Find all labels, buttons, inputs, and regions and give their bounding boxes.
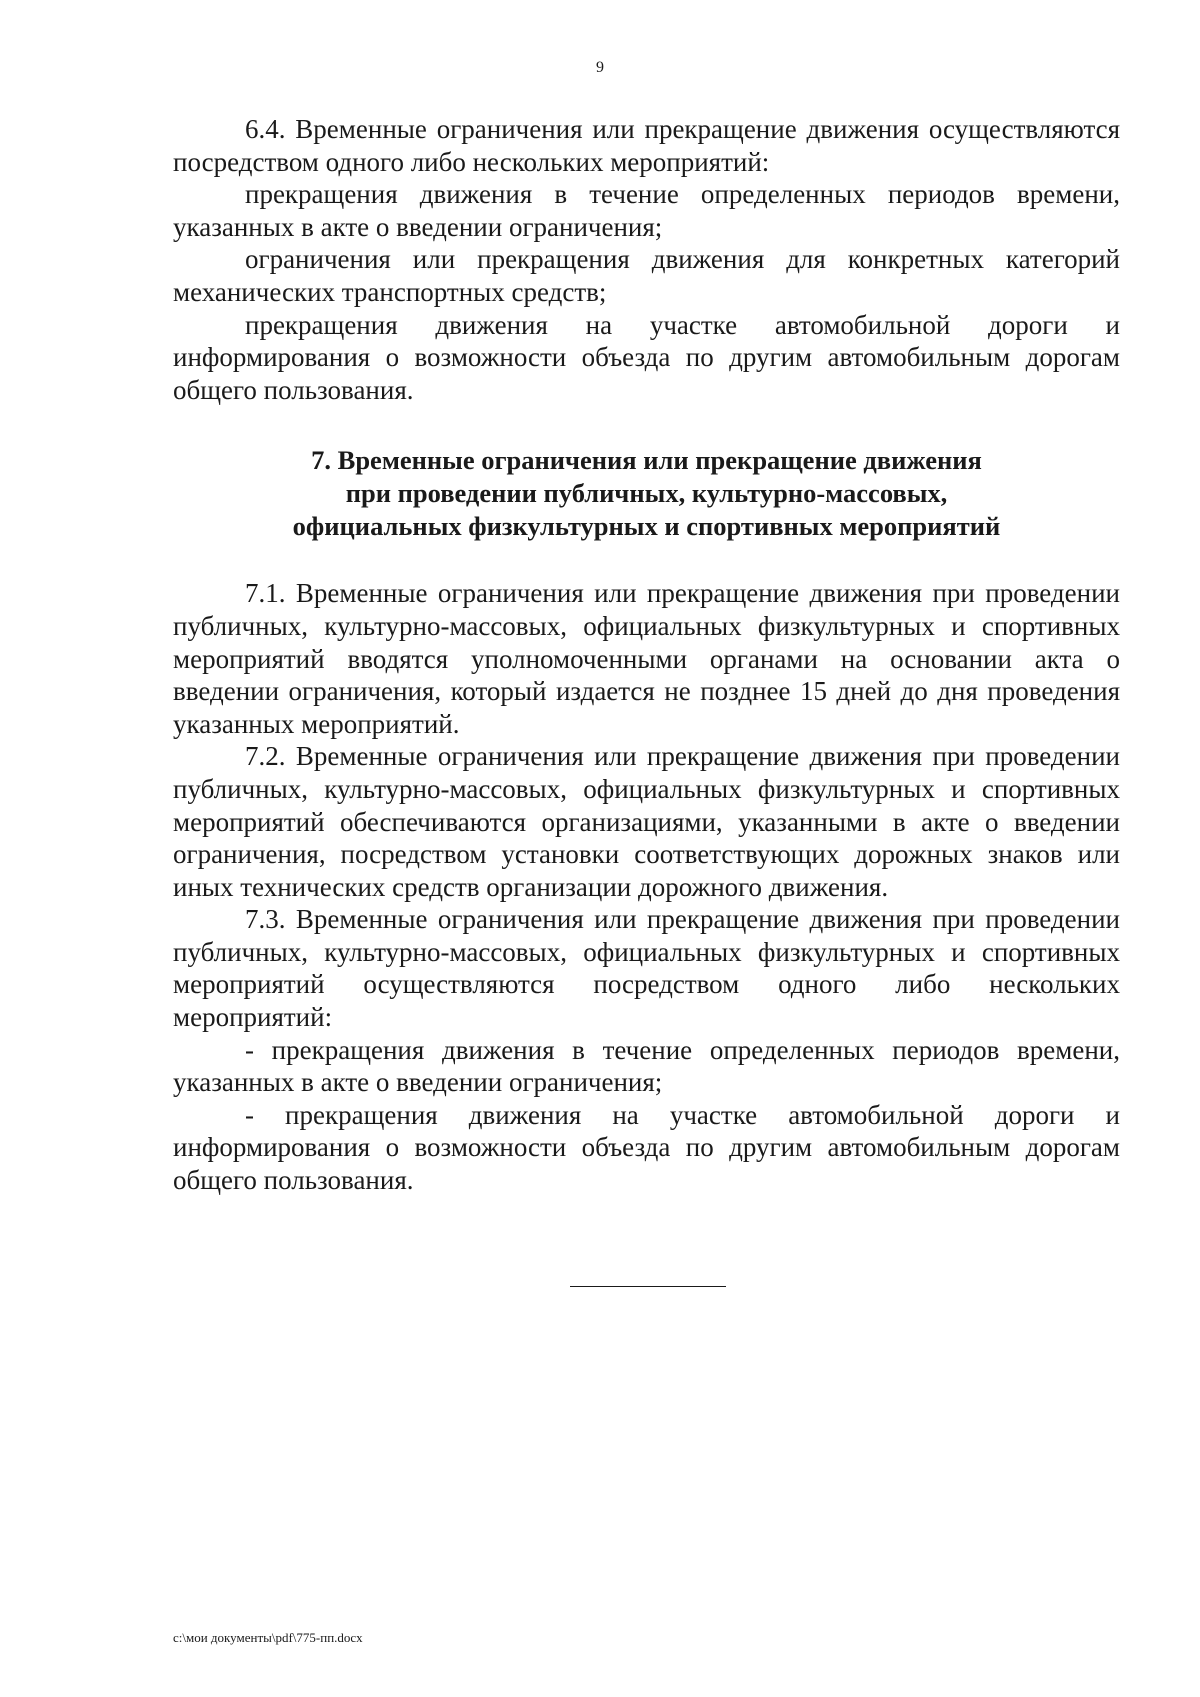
list-item-stop-traffic-periods: - прекращения движения в течение определенных периодов времени, указанных в акте о введении ограничения; xyxy=(173,1034,1120,1098)
page-number: 9 xyxy=(596,59,604,76)
document-body xyxy=(173,113,1120,1197)
paragraph-7-2: 7.2. Временные ограничения или прекращение движения при проведении публичных, культурно-массовых, официальных физкультурных и спортивных мероприятий обеспечиваются организациями, указанными в акте о введении ограничения, посредством установки соответствующих дорожных знаков или иных технических средств организации дорожного движения. xyxy=(173,741,1120,902)
list-item-detour-info: прекращения движения на участке автомобильной дороги и информирования о возможности объезда по другим автомобильным дорогам общего пользования. xyxy=(173,309,1120,405)
list-item-stop-traffic-periods: прекращения движения в течение определенных периодов времени, указанных в акте о введении ограничения; xyxy=(173,179,1120,242)
list-item-vehicle-categories: ограничения или прекращения движения для конкретных категорий механических транспортных средств; xyxy=(173,244,1120,307)
paragraph-7-3: 7.3. Временные ограничения или прекращение движения при проведении публичных, культурно-массовых, официальных физкультурных и спортивных мероприятий осуществляются посредством одного либо нескольких мероприятий: xyxy=(173,904,1120,1033)
list-item-detour-info: - прекращения движения на участке автомобильной дороги и информирования о возможности объезда по другим автомобильным дорогам общего пользования. xyxy=(173,1099,1120,1196)
heading-line: 7. Временные ограничения или прекращение движения xyxy=(311,445,982,476)
end-separator-line xyxy=(570,1286,726,1287)
section-7-heading xyxy=(173,444,1120,543)
heading-line: при проведении публичных, культурно-массовых, xyxy=(345,478,948,509)
paragraph-7-1: 7.1. Временные ограничения или прекращение движения при проведении публичных, культурно-массовых, официальных физкультурных и спортивных мероприятий вводятся уполномоченными органами на основании акта о введении ограничения, который издается не позднее 15 дней до дня проведения указанных мероприятий. xyxy=(173,578,1120,739)
heading-line: официальных физкультурных и спортивных мероприятий xyxy=(292,511,1001,542)
footer-file-path: c:\мои документы\pdf\775-пп.docx xyxy=(173,1630,363,1645)
section-6 xyxy=(173,113,1120,406)
section-7 xyxy=(173,444,1120,1196)
paragraph-6-4: 6.4. Временные ограничения или прекращение движения осуществляются посредством одного либо нескольких мероприятий: xyxy=(173,114,1120,177)
